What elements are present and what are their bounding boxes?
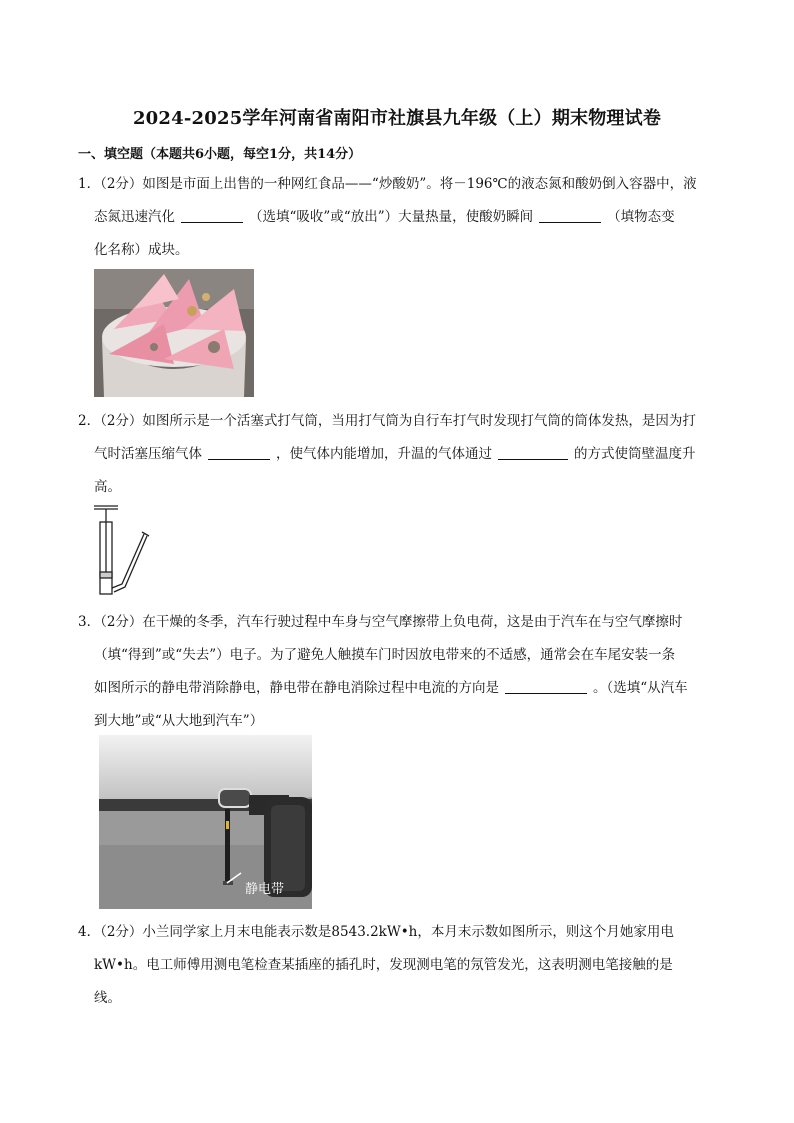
answer-blank[interactable] [208, 445, 270, 460]
section-heading: 一、填空题（本题共6小题，每空1分，共14分） [78, 147, 362, 162]
q3-line1: 3．（2分）在干燥的冬季，汽车行驶过程中车身与空气摩擦带上负电荷，这是由于汽车在与空气摩擦时 [78, 614, 683, 630]
q3-line4: 到大地”或“从大地到汽车”） [94, 713, 264, 729]
fried-yogurt-image [94, 269, 254, 397]
q1-line3: 化名称）成块。 [94, 242, 189, 258]
answer-blank[interactable] [181, 208, 243, 223]
q4-line1: 4．（2分）小兰同学家上月末电能表示数是8543.2kW•h，本月末示数如图所示，则这个月她家用电 [78, 924, 674, 940]
q2-line3: 高。 [94, 479, 121, 495]
answer-blank[interactable] [498, 445, 568, 460]
car-static-strap-photo [99, 735, 312, 909]
q3-line3: 如图所示的静电带消除静电，静电带在静电消除过程中电流的方向是 。（选填“从汽车 [94, 680, 688, 696]
q2-line1: 2．（2分）如图所示是一个活塞式打气筒，当用打气筒为自行车打气时发现打气筒的筒体发热，是因为打 [78, 413, 696, 429]
air-pump-diagram [92, 502, 156, 598]
question-3 [78, 606, 724, 738]
question-4 [78, 916, 724, 1015]
question-2 [78, 405, 724, 504]
page-title: 2024-2025学年河南省南阳市社旗县九年级（上）期末物理试卷 [132, 108, 662, 129]
q1-line1: 1．（2分）如图是市面上出售的一种网红食品——“炒酸奶”。将－196℃的液态氮和酸奶倒入容器中，液 [78, 176, 697, 192]
static-strap-label: 静电带 [245, 882, 285, 897]
q2-line2: 气时活塞压缩气体 ，使气体内能增加，升温的气体通过 的方式使筒壁温度升 [94, 446, 696, 462]
q3-line2: （填“得到”或“失去”）电子。为了避免人触摸车门时因放电带来的不适感，通常会在车尾安装一条 [94, 647, 676, 663]
answer-blank[interactable] [539, 208, 601, 223]
question-1 [78, 168, 724, 267]
q4-line2: kW•h。电工师傅用测电笔检查某插座的插孔时，发现测电笔的氖管发光，这表明测电笔接触的是 [94, 957, 673, 973]
q4-line3: 线。 [94, 990, 121, 1006]
answer-blank[interactable] [505, 679, 587, 694]
q1-line2: 态氮迅速汽化 （选填“吸收”或“放出”）大量热量，使酸奶瞬间 （填物态变 [94, 209, 675, 225]
